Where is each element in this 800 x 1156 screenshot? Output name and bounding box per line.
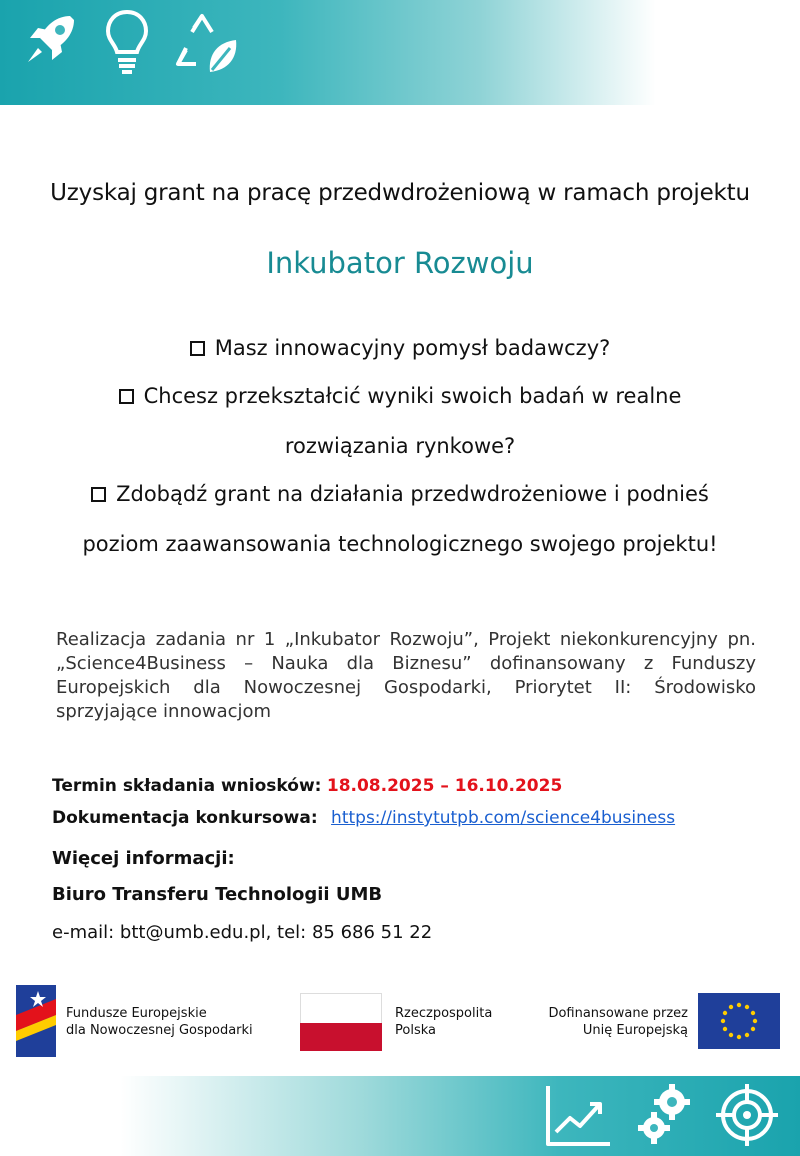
target-icon bbox=[714, 1082, 780, 1152]
bottom-icons bbox=[544, 1082, 780, 1152]
documentation-label: Dokumentacja konkursowa: bbox=[52, 808, 318, 828]
poland-flag-icon bbox=[300, 993, 382, 1055]
checklist-item-1: Masz innowacyjny pomysł badawczy? bbox=[0, 336, 800, 360]
contact-details: e-mail: btt@umb.edu.pl, tel: 85 686 51 22 bbox=[52, 922, 433, 943]
eu-flag-icon bbox=[698, 993, 780, 1053]
funding-logos bbox=[0, 985, 800, 1065]
documentation-link[interactable]: https://instytutpb.com/science4business bbox=[331, 808, 676, 828]
rocket-icon bbox=[18, 8, 82, 78]
deadline-label: Termin składania wniosków: bbox=[52, 776, 322, 796]
deadline-row bbox=[52, 776, 562, 796]
documentation-row bbox=[52, 808, 675, 828]
checkbox-icon bbox=[91, 487, 106, 502]
fe-logo-icon bbox=[16, 985, 56, 1061]
lightbulb-icon bbox=[104, 8, 150, 78]
more-info-label: Więcej informacji: bbox=[52, 848, 235, 869]
checkbox-icon bbox=[190, 341, 205, 356]
checkbox-icon bbox=[119, 389, 134, 404]
rp-logo-text: Rzeczpospolita Polska bbox=[395, 1006, 493, 1038]
checklist-item-2-continued: rozwiązania rynkowe? bbox=[284, 434, 516, 458]
page-heading: Uzyskaj grant na pracę przedwdrożeniową w ramach projektu bbox=[50, 180, 750, 206]
eu-logo-text: Dofinansowane przez Unię Europejską bbox=[548, 1006, 688, 1038]
checklist-item-3-continued: poziom zaawansowania technologicznego swojego projektu! bbox=[82, 532, 718, 556]
project-description: Realizacja zadania nr 1 „Inkubator Rozwoju”, Projekt niekonkurencyjny pn. „Science4Business – Nauka dla Biznesu” dofinansowany z Funduszy Europejskich dla Nowoczesnej Gospodarki, Priorytet II: Środowisko sprzyjające innowacjom bbox=[56, 629, 756, 722]
chart-growth-icon bbox=[544, 1082, 614, 1152]
program-title: Inkubator Rozwoju bbox=[266, 246, 534, 280]
checklist-item-3: Zdobądź grant na działania przedwdrożeniowe i podnieś bbox=[0, 482, 800, 506]
gears-icon bbox=[636, 1082, 692, 1152]
recycle-leaf-icon bbox=[172, 8, 242, 78]
fe-logo-text: Fundusze Europejskie dla Nowoczesnej Gospodarki bbox=[66, 1006, 253, 1038]
checklist-item-2: Chcesz przekształcić wyniki swoich badań w realne bbox=[0, 384, 800, 408]
office-name: Biuro Transferu Technologii UMB bbox=[52, 884, 383, 905]
deadline-value: 18.08.2025 – 16.10.2025 bbox=[326, 776, 563, 796]
top-icons bbox=[18, 8, 242, 78]
